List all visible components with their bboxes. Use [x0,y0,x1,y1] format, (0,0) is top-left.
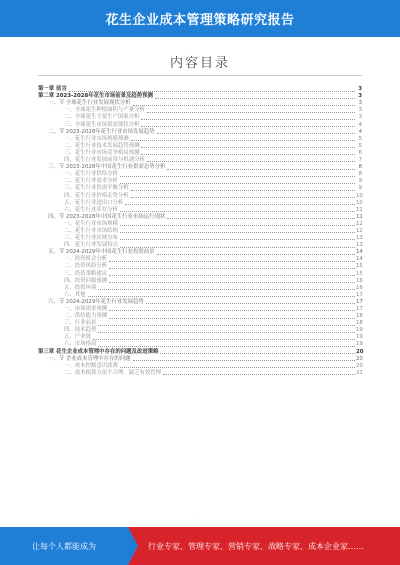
toc-entry[interactable] [38,348,362,355]
toc-entry[interactable] [38,192,362,199]
toc-leader-dots [88,296,355,297]
toc-entry-page: 15 [356,270,363,277]
toc-leader-dots [141,147,355,148]
page-marker: · [196,515,198,520]
toc-entry[interactable] [38,150,362,157]
toc-entry-label: 三、花生行业市场竞争格局预测 [64,149,140,156]
toc-entry[interactable] [38,235,362,242]
footer-slogan-right: 行业专家、管理专家、营销专家、战略专家、成本企业家…… [138,527,400,565]
toc-entry[interactable] [38,200,362,207]
toc-entry[interactable] [38,285,362,292]
toc-entry-label: 二、投资风险分析 [64,263,108,270]
toc-entry-page: 5 [358,135,362,142]
toc-entry-label: 二、全球花生主要生产国家分析 [64,114,140,121]
toc-leader-dots [155,98,355,99]
toc-entry-page: 17 [356,306,363,312]
toc-entry-page: 16 [356,277,363,284]
toc-entry-label: 六、节 2024-2029年花生行业发展趋势 [48,298,144,305]
toc-leader-dots [157,254,355,255]
toc-leader-dots [167,218,355,219]
toc-entry-page: 4 [358,121,362,128]
toc-leader-dots [98,325,355,326]
toc-entry-label: 五、花生行业进出口分析 [64,199,124,206]
toc-entry[interactable] [38,143,362,150]
toc-entry-page: 9 [358,178,362,185]
toc-entry-page: 16 [356,284,363,291]
toc-leader-dots [167,169,355,170]
toc-leader-dots [109,268,355,269]
toc-entry[interactable] [38,121,362,128]
toc-entry-page: 3 [358,107,362,114]
toc-entry-label: 六、其他 [64,291,86,298]
footer-arrow-shape [128,527,138,565]
toc-entry-page: 11 [356,206,363,213]
toc-entry-page: 7 [358,157,362,164]
toc-entry-label: 二、节 2023-2028年花生行业市场发展趋势 [48,128,155,135]
toc-entry-page: 3 [358,93,362,100]
toc-entry-page: 14 [356,249,363,256]
toc-leader-dots [98,332,355,333]
toc-entry-page: 21 [356,369,363,376]
toc-entry-page: 4 [358,128,362,135]
toc-leader-dots [131,140,355,141]
toc-leader-dots [133,360,355,361]
toc-entry-page: 20 [356,362,363,369]
toc-entry-label: 三、花生行业供需平衡分析 [64,185,129,192]
toc-leader-dots [141,119,355,120]
toc-leader-dots [160,353,355,354]
toc-entry-page: 3 [358,114,362,121]
toc-entry-page: 13 [356,235,363,242]
toc-entry-page: 17 [356,291,363,298]
toc-entry-label: 一、花生行业市场规模 [64,220,118,227]
toc-entry-label: 二、成本核算方法不合理，缺乏有效管理 [64,369,162,376]
toc-entry-label: 第二章 2023-2028年花生市场前景及趋势预测 [38,93,153,100]
toc-leader-dots [120,225,355,226]
toc-entry[interactable] [38,185,362,192]
toc-entry-page: 18 [356,320,363,327]
toc-entry-page: 15 [356,263,363,270]
toc-leader-dots [120,247,355,248]
toc-entry-label: 一、投资机会分析 [64,256,108,263]
toc-leader-dots [133,105,355,106]
toc-entry-label: 二、供给能力预测 [64,313,108,320]
toc-leader-dots [109,261,355,262]
toc-entry-page: 9 [358,185,362,192]
toc-entry[interactable] [38,306,362,313]
toc-leader-dots [125,204,355,205]
footer-slogan-left: 让每个人都能成为 [0,527,128,565]
toc-entry[interactable] [38,270,362,277]
toc-entry-label: 三、节 2023-2028年中国花生行业供需态势分析 [48,164,166,171]
toc-entry[interactable] [38,278,362,285]
toc-entry-page: 8 [358,164,362,171]
toc-leader-dots [109,275,355,276]
toc-entry[interactable] [38,263,362,270]
toc-entry-page: 3 [358,86,362,93]
toc-entry-label: 二、花生行业需求分析 [64,178,118,185]
toc-entry-label: 四、节 2023-2028年中国花生行业市场运行现状 [48,213,166,220]
report-title-banner [0,0,400,37]
report-title: 花生企业成本管理策略研究报告 [105,13,295,28]
toc-entry-page: 20 [356,348,364,355]
toc-leader-dots [131,197,355,198]
toc-entry-page: 12 [356,220,363,227]
toc-entry-label: 六、花生行业库存分析 [64,206,118,213]
toc-leader-dots [98,289,355,290]
toc-entry-page: 6 [358,149,362,156]
toc-entry[interactable] [38,221,362,228]
toc-entry-page: 3 [358,100,362,107]
toc-leader-dots [163,374,355,375]
toc-leader-dots [93,339,355,340]
toc-entry-label: 第三章 花生企业成本管理中存在的问题及改进策略 [38,348,159,355]
toc-entry[interactable] [38,292,362,299]
toc-entry[interactable] [38,207,362,214]
toc-entry-page: 19 [356,334,363,341]
toc-entry-label: 三、投资策略建议 [64,270,108,277]
toc-divider [38,75,362,76]
toc-entry[interactable] [38,114,362,121]
toc-entry-label: 三、行业前景 [64,320,97,327]
toc-entry-label: 一、市场需求预测 [64,306,108,312]
footer-banner [0,527,400,565]
toc-leader-dots [120,183,355,184]
toc-entry[interactable] [38,136,362,143]
toc-entry[interactable] [38,363,362,370]
toc-entry-page: 19 [356,327,363,334]
toc-leader-dots [98,346,355,347]
toc-leader-dots [120,367,355,368]
toc-entry[interactable] [38,356,362,363]
toc-entry-page: 17 [356,298,363,305]
toc-entry-label: 二、花生行业市场结构 [64,227,118,234]
toc-entry-label: 五、投资环境 [64,284,97,291]
toc-entry-page: 19 [356,341,363,348]
toc-entry-label: 四、投资回报预测 [64,277,108,284]
toc-leader-dots [141,154,355,155]
toc-entry-page: 13 [356,242,363,249]
toc-entry-label: 四、花生行业价格走势分析 [64,192,129,199]
toc-leader-dots [147,161,355,162]
toc-title: 内容目录 [169,56,230,71]
toc-entry-label: 一、节 企业成本管理中存在的问题 [48,355,131,362]
toc-entry-label: 三、花生行业区域分布 [64,235,118,242]
toc-entry-label: 三、全球花生市场供需现状分析 [64,121,140,128]
toc-entry-page: 8 [358,171,362,178]
toc-leader-dots [120,239,355,240]
toc-entry[interactable] [38,129,362,136]
toc-entry-page: 12 [356,227,363,234]
toc-entry[interactable] [38,157,362,164]
toc-leader-dots [120,211,355,212]
toc-entry-label: 五、节 2024-2029年中国花生行业投资前景 [48,249,155,256]
toc-entry-page: 10 [356,192,363,199]
toc-entry-label: 四、技术趋势 [64,327,97,334]
toc-entry[interactable] [38,341,362,348]
toc-leader-dots [146,303,355,304]
toc-entry-label: 一、花生行业市场规模预测 [64,135,129,142]
toc-entry-page: 10 [356,199,363,206]
toc-entry-label: 四、花生行业发展特点 [64,242,118,249]
toc-leader-dots [109,282,355,283]
toc-entry-page: 14 [356,256,363,263]
toc-entry-label: 一、成本控制意识淡薄 [64,362,118,369]
toc-entry[interactable] [38,370,362,377]
toc-entry-page: 5 [358,142,362,149]
toc-entry[interactable] [38,299,362,306]
toc-entry-label: 二、花生行业技术发展趋势预测 [64,142,140,149]
toc-leader-dots [120,176,355,177]
toc-entry-label: 六、市场格局 [64,341,97,348]
toc-entry-label: 第一章 前言 [38,86,67,93]
toc-entry[interactable] [38,214,362,221]
toc-entry-label: 五、产业链 [64,334,91,341]
toc-entry[interactable] [38,228,362,235]
table-of-contents [38,86,362,518]
toc-leader-dots [69,91,355,92]
toc-leader-dots [147,112,355,113]
toc-leader-dots [157,133,355,134]
toc-leader-dots [141,126,355,127]
toc-entry-label: 一、节 全球花生行业发展现状分析 [48,100,131,107]
toc-entry-page: 20 [356,355,363,362]
toc-entry-page: 11 [356,213,363,220]
toc-leader-dots [109,310,355,311]
toc-entry-page: 18 [356,313,363,320]
toc-entry-label: 一、花生行业供给分析 [64,171,118,178]
toc-leader-dots [109,318,355,319]
toc-leader-dots [131,190,355,191]
toc-leader-dots [120,232,355,233]
toc-entry-label: 一、全球花生种植面积与产量分析 [64,107,145,114]
toc-entry-label: 四、花生行业发展前景与机遇分析 [64,157,145,164]
